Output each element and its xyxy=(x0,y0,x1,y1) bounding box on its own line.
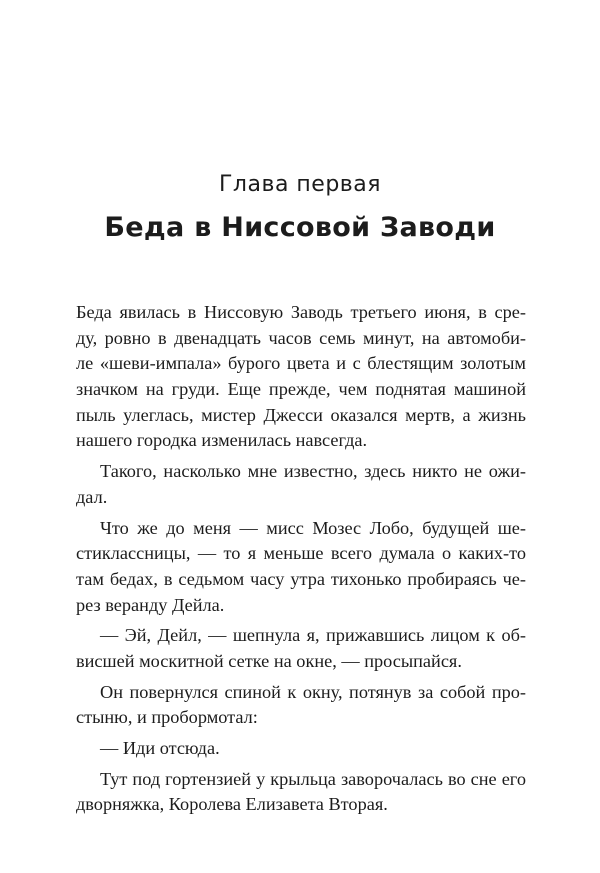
chapter-title: Беда в Ниссовой Заводи xyxy=(104,212,496,243)
text-line: Что же до меня — мисс Мозес Лобо, будущей ше- xyxy=(100,517,526,538)
text-line: ле «шеви-импала» бурого цвета и с блестящим золотым xyxy=(76,353,526,374)
paragraph xyxy=(76,736,526,762)
text-line: там бедах, в седьмом часу утра тихонько пробираясь че- xyxy=(76,568,526,589)
text-line: дал. xyxy=(76,486,108,507)
paragraph xyxy=(76,767,526,818)
text-line: рез веранду Дейла. xyxy=(76,594,225,615)
text-line: значком на груди. Еще прежде, чем поднятая машиной xyxy=(76,379,526,400)
text-line: — Иди отсюда. xyxy=(100,738,220,758)
text-line: Такого, насколько мне известно, здесь никто не ожи- xyxy=(100,461,526,482)
text-line: стиклассницы, — то я меньше всего думала о каких-то xyxy=(76,543,526,564)
paragraph xyxy=(76,459,526,510)
paragraph xyxy=(76,300,526,454)
body-text xyxy=(76,300,526,818)
text-line: — Эй, Дейл, — шепнула я, прижавшись лицом к об- xyxy=(100,625,526,646)
text-line: ду, ровно в двенадцать часов семь минут, на автомоби- xyxy=(76,327,526,348)
paragraph xyxy=(76,680,526,731)
text-line: Беда явилась в Ниссовую Заводь третьего июня, в сре- xyxy=(76,302,526,322)
text-line: нашего городка изменилась навсегда. xyxy=(76,430,368,451)
paragraph xyxy=(76,623,526,674)
paragraph xyxy=(76,516,526,619)
text-line: пыль улеглась, мистер Джесси оказался мертв, а жизнь xyxy=(76,404,526,425)
text-line: Тут под гортензией у крыльца заворочалась во сне его xyxy=(100,768,526,789)
text-line: дворняжка, Королева Елизавета Вторая. xyxy=(76,794,388,815)
text-line: висшей москитной сетке на окне, — просыпайся. xyxy=(76,650,462,671)
text-line: Он повернулся спиной к окну, потянув за собой про- xyxy=(100,681,526,702)
chapter-number: Глава первая xyxy=(219,172,381,197)
text-line: стыню, и пробормотал: xyxy=(76,707,258,728)
